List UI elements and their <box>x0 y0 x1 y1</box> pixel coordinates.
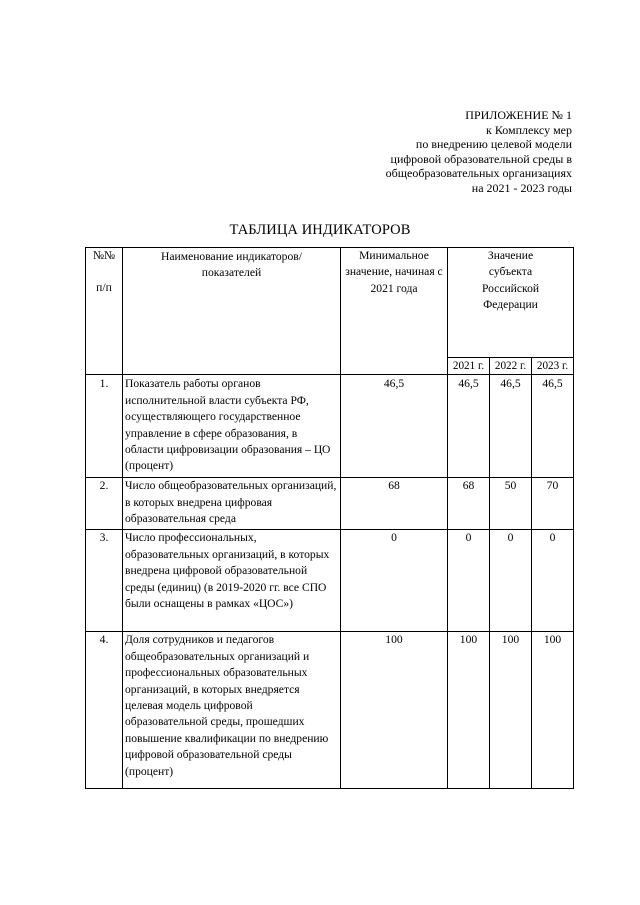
row-name: Показатель работы органов исполнительной власти субъекта РФ, осуществляющего государственное управление в сфере образования, в области цифровизации образования – ЦО (процент) <box>123 375 341 478</box>
table-row <box>86 478 574 530</box>
page-title: ТАБЛИЦА ИНДИКАТОРОВ <box>229 222 411 238</box>
row-2022: 0 <box>490 530 532 632</box>
row-2023: 100 <box>532 632 574 789</box>
row-name: Число общеобразовательных организаций, в которых внедрена цифровая образовательная среда <box>123 478 341 530</box>
row-min: 0 <box>341 530 448 632</box>
row-2021: 68 <box>448 478 490 530</box>
row-2021: 100 <box>448 632 490 789</box>
header-num-line1: №№ <box>92 249 116 262</box>
row-2023: 70 <box>532 478 574 530</box>
row-2021: 0 <box>448 530 490 632</box>
appendix-line: к Комплексу мер <box>486 122 572 137</box>
header-min-value: Минимальное значение, начиная с 2021 года <box>341 248 448 375</box>
row-num: 1. <box>86 375 123 478</box>
indicators-table <box>85 247 574 789</box>
appendix-block <box>386 108 572 196</box>
table-row <box>86 375 574 478</box>
appendix-line: ПРИЛОЖЕНИЕ № 1 <box>465 108 572 122</box>
header-year-2023: 2023 г. <box>532 358 574 375</box>
table-header-row <box>86 248 574 358</box>
row-num: 4. <box>86 632 123 789</box>
appendix-line: на 2021 - 2023 годы <box>471 180 572 195</box>
header-num <box>86 248 123 375</box>
row-num: 2. <box>86 478 123 530</box>
appendix-line: по внедрению целевой модели <box>415 137 572 152</box>
table-row <box>86 530 574 632</box>
row-2021: 46,5 <box>448 375 490 478</box>
row-min: 100 <box>341 632 448 789</box>
row-2023: 46,5 <box>532 375 574 478</box>
row-min: 46,5 <box>341 375 448 478</box>
row-2022: 50 <box>490 478 532 530</box>
row-num: 3. <box>86 530 123 632</box>
header-year-2022: 2022 г. <box>490 358 532 375</box>
appendix-line: общеобразовательных организациях <box>385 166 572 181</box>
row-name: Доля сотрудников и педагогов общеобразовательных организаций и профессиональных образовательных организаций, в которых внедряется целевая модель цифровой образовательной среды, прошедших повышение квалификации по внедрению цифровой образовательной среды (процент) <box>123 632 341 789</box>
header-subject-text: Значение субъекта Российской Федерации <box>481 249 540 312</box>
header-year-2021: 2021 г. <box>448 358 490 375</box>
header-num-line2: п/п <box>96 281 112 295</box>
appendix-line: цифровой образовательной среды в <box>390 151 572 166</box>
header-subject-value <box>448 248 574 358</box>
row-min: 68 <box>341 478 448 530</box>
row-2022: 100 <box>490 632 532 789</box>
row-name: Число профессиональных, образовательных организаций, в которых внедрена цифровой образовательной среды (единиц) (в 2019-2020 гг. все СПО были оснащены в рамках «ЦОС») <box>123 530 341 632</box>
table-row <box>86 632 574 789</box>
row-2023: 0 <box>532 530 574 632</box>
row-2022: 46,5 <box>490 375 532 478</box>
header-name: Наименование индикаторов/показателей <box>123 248 341 375</box>
